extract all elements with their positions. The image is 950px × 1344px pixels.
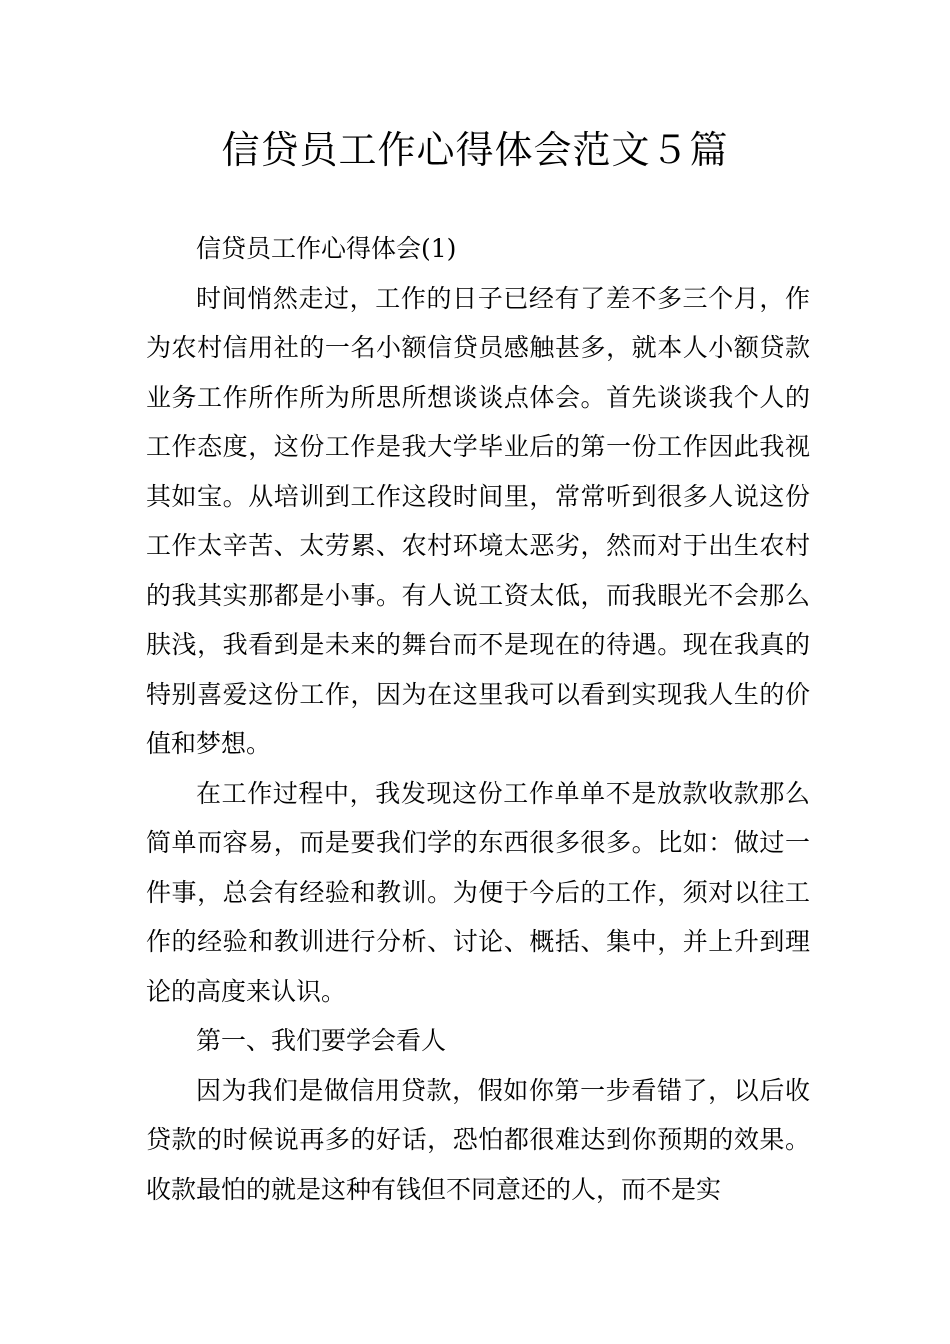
section-heading: 信贷员工作心得体会(1) — [196, 234, 457, 263]
document-title: 信贷员工作心得体会范文５篇 — [221, 128, 729, 172]
subheading-look-at-people: 第一、我们要学会看人 — [196, 1026, 447, 1055]
document-body — [146, 224, 810, 1214]
paragraph-3: 因为我们是做信用贷款，假如你第一步看错了，以后收贷款的时候说再多的好话，恐怕都很难达到你预期的效果。收款最怕的就是这种有钱但不同意还的人，而不是实 — [146, 1075, 810, 1204]
paragraph-1: 时间悄然走过，工作的日子已经有了差不多三个月，作为农村信用社的一名小额信贷员感触甚多，就本人小额贷款业务工作所作所为所思所想谈谈点体会。首先谈谈我个人的工作态度，这份工作是我大学毕业后的第一份工作因此我视其如宝。从培训到工作这段时间里，常常听到很多人说这份工作太辛苦、太劳累、农村环境太恶劣，然而对于出生农村的我其实那都是小事。有人说工资太低，而我眼光不会那么肤浅，我看到是未来的舞台而不是现在的待遇。现在我真的特别喜爱这份工作，因为在这里我可以看到实现我人生的价值和梦想。 — [146, 283, 810, 758]
paragraph-2: 在工作过程中，我发现这份工作单单不是放款收款那么简单而容易，而是要我们学的东西很多很多。比如：做过一件事，总会有经验和教训。为便于今后的工作，须对以往工作的经验和教训进行分析、讨论、概括、集中，并上升到理论的高度来认识。 — [146, 778, 810, 1006]
